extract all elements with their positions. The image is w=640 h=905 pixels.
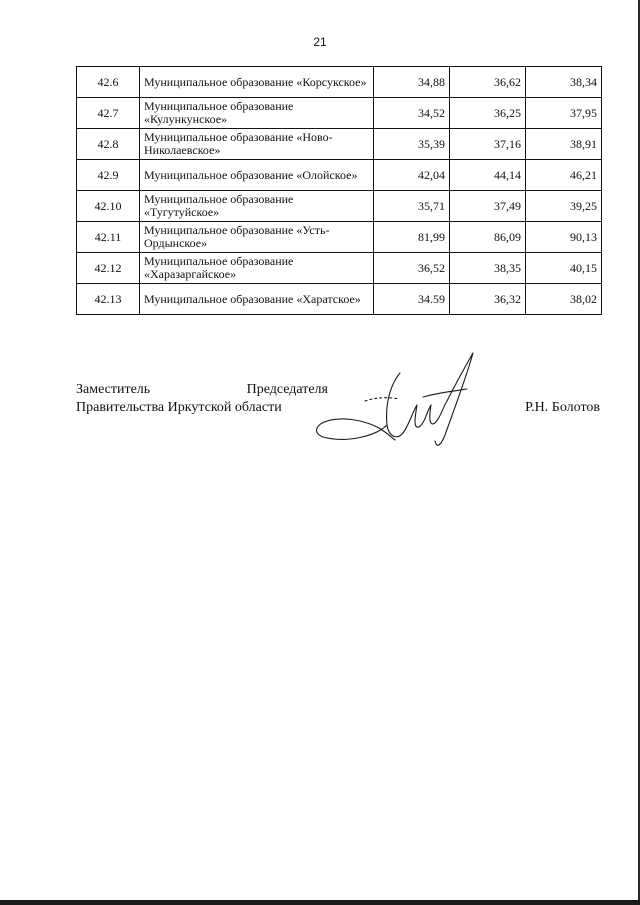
value-3: 46,21	[526, 160, 602, 191]
municipality-name: Муниципальное образование «Усть-Ордынское»	[140, 222, 374, 253]
signatory-title-word2: Председателя	[246, 382, 328, 397]
value-1: 36,52	[374, 253, 450, 284]
value-3: 90,13	[526, 222, 602, 253]
municipality-name: Муниципальное образование «Тугутуйское»	[140, 191, 374, 222]
table-row	[77, 67, 602, 98]
row-number: 42.8	[77, 129, 140, 160]
table-row	[77, 98, 602, 129]
value-1: 81,99	[374, 222, 450, 253]
value-1: 34.59	[374, 284, 450, 315]
table-row	[77, 284, 602, 315]
value-1: 34,52	[374, 98, 450, 129]
signatory-title-line1	[76, 381, 328, 398]
table-row	[77, 222, 602, 253]
value-2: 36,25	[450, 98, 526, 129]
value-3: 39,25	[526, 191, 602, 222]
value-3: 40,15	[526, 253, 602, 284]
row-number: 42.13	[77, 284, 140, 315]
municipality-name: Муниципальное образование «Ново-Николаевское»	[140, 129, 374, 160]
municipality-name: Муниципальное образование «Харазаргайское»	[140, 253, 374, 284]
handwritten-signature	[305, 345, 495, 475]
table-row	[77, 129, 602, 160]
row-number: 42.7	[77, 98, 140, 129]
value-3: 38,34	[526, 67, 602, 98]
tariff-table	[76, 66, 602, 315]
tariff-table-body	[77, 67, 602, 315]
value-1: 35,71	[374, 191, 450, 222]
value-2: 86,09	[450, 222, 526, 253]
signatory-title-word1: Заместитель	[76, 382, 151, 397]
scan-edge-bottom	[0, 900, 640, 905]
value-2: 37,49	[450, 191, 526, 222]
row-number: 42.10	[77, 191, 140, 222]
value-1: 35,39	[374, 129, 450, 160]
row-number: 42.6	[77, 67, 140, 98]
value-1: 42,04	[374, 160, 450, 191]
table-row	[77, 160, 602, 191]
value-3: 38,02	[526, 284, 602, 315]
municipality-name: Муниципальное образование «Кулункунское»	[140, 98, 374, 129]
value-2: 36,62	[450, 67, 526, 98]
value-2: 38,35	[450, 253, 526, 284]
page-number: 21	[313, 35, 327, 49]
row-number: 42.9	[77, 160, 140, 191]
table-row	[77, 253, 602, 284]
municipality-name: Муниципальное образование «Корсукское»	[140, 67, 374, 98]
municipality-name: Муниципальное образование «Олойское»	[140, 160, 374, 191]
signatory-name: Р.Н. Болотов	[525, 400, 600, 415]
value-2: 37,16	[450, 129, 526, 160]
value-2: 36,32	[450, 284, 526, 315]
value-3: 37,95	[526, 98, 602, 129]
municipality-name: Муниципальное образование «Харатское»	[140, 284, 374, 315]
value-2: 44,14	[450, 160, 526, 191]
value-3: 38,91	[526, 129, 602, 160]
table-row	[77, 191, 602, 222]
row-number: 42.12	[77, 253, 140, 284]
row-number: 42.11	[77, 222, 140, 253]
value-1: 34,88	[374, 67, 450, 98]
signatory-title-line2: Правительства Иркутской области	[76, 400, 282, 415]
